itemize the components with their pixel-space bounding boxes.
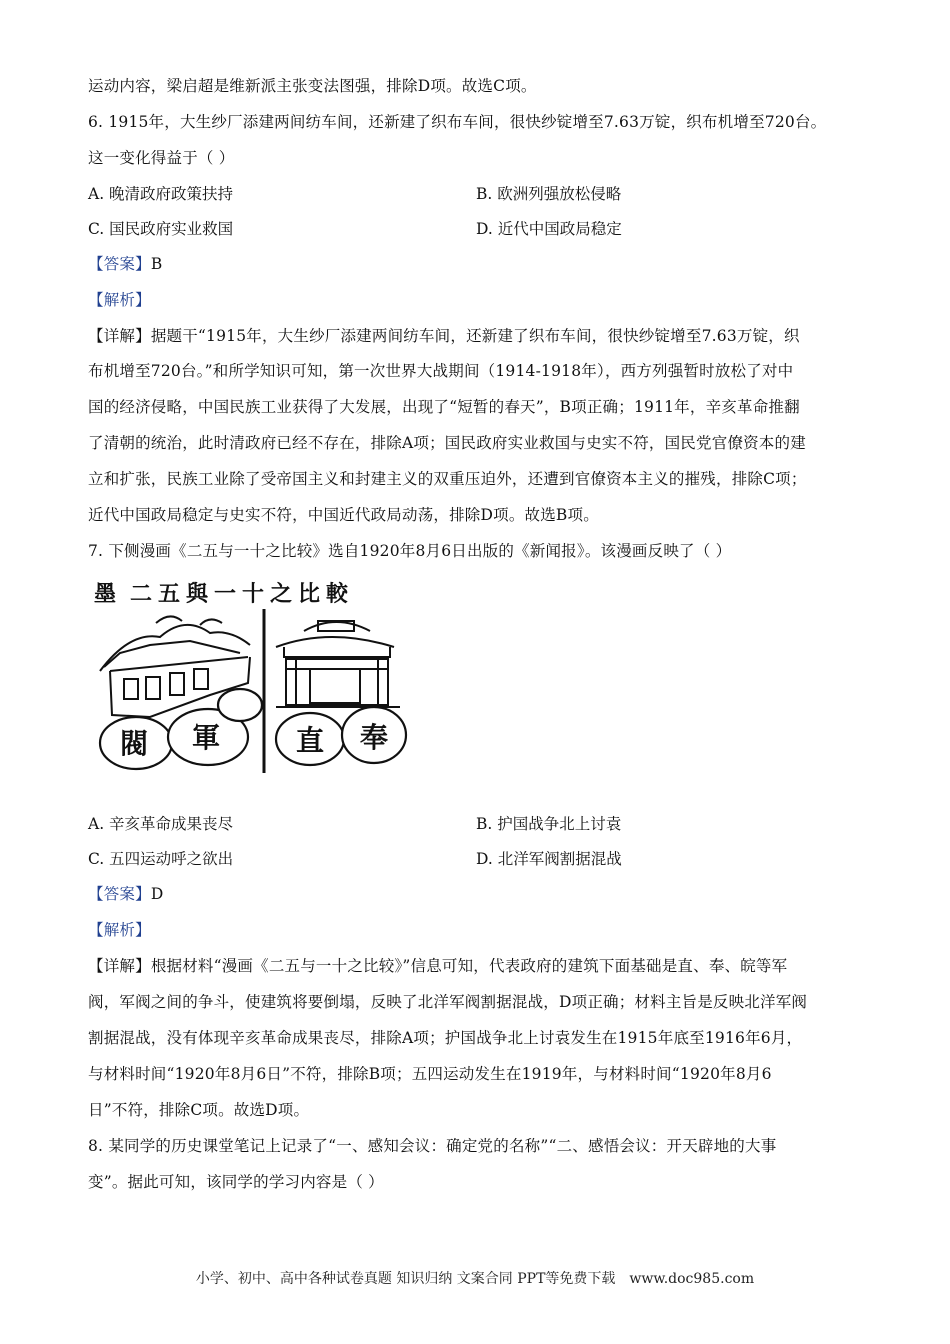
question-6-analysis-heading bbox=[88, 290, 151, 310]
footer-link[interactable]: www.doc985.com bbox=[629, 1271, 755, 1287]
question-6-detail-1 bbox=[88, 326, 800, 346]
cartoon-label-feng: 奉 bbox=[360, 721, 389, 754]
question-6-detail-3: 国的经济侵略，中国民族工业获得了大发展，出现了“短暂的春天”，B项正确；1911年，辛亥革命推翻 bbox=[88, 398, 800, 416]
question-7-stem: 7. 下侧漫画《二五与一十之比较》选自1920年8月6日出版的《新闻报》。该漫画反映了（ ） bbox=[88, 542, 732, 560]
question-6-option-a: A. 晚清政府政策扶持 bbox=[88, 185, 234, 203]
cartoon-label-jun: 軍 bbox=[192, 721, 221, 754]
question-6-stem-1: 6. 1915年，大生纱厂添建两间纺车间，还新建了织布车间，很快纱锭增至7.63万锭，织布机增至720台。 bbox=[88, 113, 827, 131]
question-6-option-b: B. 欧洲列强放松侵略 bbox=[476, 185, 622, 203]
answer-tag: 【答案】 bbox=[88, 885, 151, 903]
question-6-option-c: C. 国民政府实业救国 bbox=[88, 220, 234, 238]
question-7-option-d: D. 北洋军阀割据混战 bbox=[476, 850, 622, 868]
question-7-detail-5: 日”不符，排除C项。故选D项。 bbox=[88, 1101, 310, 1119]
question-7-option-b: B. 护国战争北上讨袁 bbox=[476, 815, 622, 833]
page-footer bbox=[0, 1268, 950, 1288]
cartoon-illustration bbox=[90, 575, 410, 775]
question-6-answer bbox=[88, 254, 162, 274]
question-7-detail-1 bbox=[88, 956, 787, 976]
question-7-option-a: A. 辛亥革命成果丧尽 bbox=[88, 815, 234, 833]
question-6-stem-2: 这一变化得益于（ ） bbox=[88, 149, 235, 167]
question-7-option-c: C. 五四运动呼之欲出 bbox=[88, 850, 234, 868]
question-7-detail-3: 割据混战，没有体现辛亥革命成果丧尽，排除A项；护国战争北上讨袁发生在1915年底至1916年6月， bbox=[88, 1029, 803, 1047]
cartoon-title: 二五與一十之比較 bbox=[130, 581, 355, 607]
analysis-tag: 【解析】 bbox=[88, 291, 151, 309]
answer-tag: 【答案】 bbox=[88, 255, 151, 273]
question-7-detail-4: 与材料时间“1920年8月6日”不符，排除B项；五四运动发生在1919年，与材料时间“1920年8月6 bbox=[88, 1065, 772, 1083]
answer-value: D bbox=[150, 885, 164, 903]
question-7-detail-2: 阀，军阀之间的争斗，使建筑将要倒塌，反映了北洋军阀割据混战，D项正确；材料主旨是反映北洋军阀 bbox=[88, 993, 808, 1011]
cartoon-label-zhi: 直 bbox=[296, 724, 325, 757]
question-6-detail-5: 立和扩张，民族工业除了受帝国主义和封建主义的双重压迫外，还遭到官僚资本主义的摧残，排除C项； bbox=[88, 470, 807, 488]
analysis-tag: 【解析】 bbox=[88, 921, 151, 939]
detail-text: 根据材料“漫画《二五与一十之比较》”信息可知，代表政府的建筑下面基础是直、奉、皖等军 bbox=[150, 957, 788, 975]
answer-value: B bbox=[150, 255, 163, 273]
question-6-option-d: D. 近代中国政局稳定 bbox=[476, 220, 622, 238]
question-7-answer bbox=[88, 884, 163, 904]
question-6-detail-6: 近代中国政局稳定与史实不符，中国近代政局动荡，排除D项。故选B项。 bbox=[88, 506, 599, 524]
question-7-analysis-heading bbox=[88, 920, 151, 940]
question-8-stem-2: 变”。据此可知，该同学的学习内容是（ ） bbox=[88, 1173, 384, 1191]
cartoon-signature: 墨 bbox=[94, 581, 117, 607]
question-8-stem-1: 8. 某同学的历史课堂笔记上记录了“一、感知会议：确定党的名称”“二、感悟会议：开天辟地的大事 bbox=[88, 1137, 777, 1155]
prev-answer-tail: 运动内容，梁启超是维新派主张变法图强，排除D项。故选C项。 bbox=[88, 77, 537, 95]
cartoon-right-building bbox=[276, 621, 400, 707]
footer-text: 小学、初中、高中各种试卷真题 知识归纳 文案合同 PPT等免费下载 bbox=[195, 1271, 616, 1287]
cartoon-label-fa: 閥 bbox=[120, 727, 149, 760]
detail-text: 据题干“1915年，大生纱厂添建两间纺车间，还新建了织布车间，很快纱锭增至7.63万锭，织 bbox=[150, 327, 800, 345]
question-6-detail-4: 了清朝的统治，此时清政府已经不存在，排除A项；国民政府实业救国与史实不符，国民党官僚资本的建 bbox=[88, 434, 806, 452]
detail-tag: 【详解】 bbox=[88, 957, 151, 975]
detail-tag: 【详解】 bbox=[88, 327, 151, 345]
question-6-detail-2: 布机增至720台。”和所学知识可知，第一次世界大战期间（1914-1918年），西方列强暂时放松了对中 bbox=[88, 362, 794, 380]
